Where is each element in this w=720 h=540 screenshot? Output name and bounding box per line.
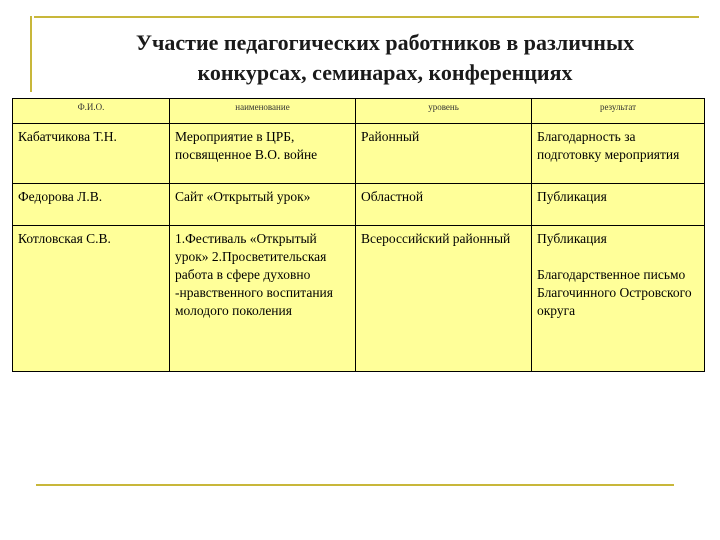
title-line-1: Участие педагогических работников в различных bbox=[135, 30, 635, 55]
cell-result bbox=[532, 226, 705, 372]
header-result: результат bbox=[532, 99, 705, 124]
cell-name: Федорова Л.В. bbox=[13, 184, 170, 226]
cell-name: Кабатчикова Т.Н. bbox=[13, 124, 170, 184]
cell-level: Областной bbox=[356, 184, 532, 226]
cell-result: Публикация bbox=[532, 184, 705, 226]
cell-result-letter: Благодарственное письмо Благочинного Островского округа bbox=[537, 267, 692, 318]
cell-level: Районный bbox=[356, 124, 532, 184]
cell-name: Котловская С.В. bbox=[13, 226, 170, 372]
participation-table bbox=[12, 98, 705, 372]
title-line-2: конкурсах, семинарах, конференциях bbox=[197, 60, 573, 85]
cell-event: Мероприятие в ЦРБ, посвященное В.О. войне bbox=[170, 124, 356, 184]
cell-event: Сайт «Открытый урок» bbox=[170, 184, 356, 226]
page-title bbox=[60, 28, 710, 88]
cell-level: Всероссийский районный bbox=[356, 226, 532, 372]
header-event: наименование bbox=[170, 99, 356, 124]
cell-result-publication: Публикация bbox=[537, 231, 607, 246]
table-row bbox=[13, 184, 705, 226]
table-header-row bbox=[13, 99, 705, 124]
table-row bbox=[13, 124, 705, 184]
header-name: Ф.И.О. bbox=[13, 99, 170, 124]
header-level: уровень bbox=[356, 99, 532, 124]
table-row bbox=[13, 226, 705, 372]
decorative-left-line bbox=[30, 16, 32, 92]
cell-result: Благодарность за подготовку мероприятия bbox=[532, 124, 705, 184]
decorative-top-line bbox=[34, 16, 699, 18]
decorative-bottom-line bbox=[36, 484, 674, 486]
cell-event: 1.Фестиваль «Открытый урок» 2.Просветительская работа в сфере духовно -нравственного воспитания молодого поколения bbox=[170, 226, 356, 372]
